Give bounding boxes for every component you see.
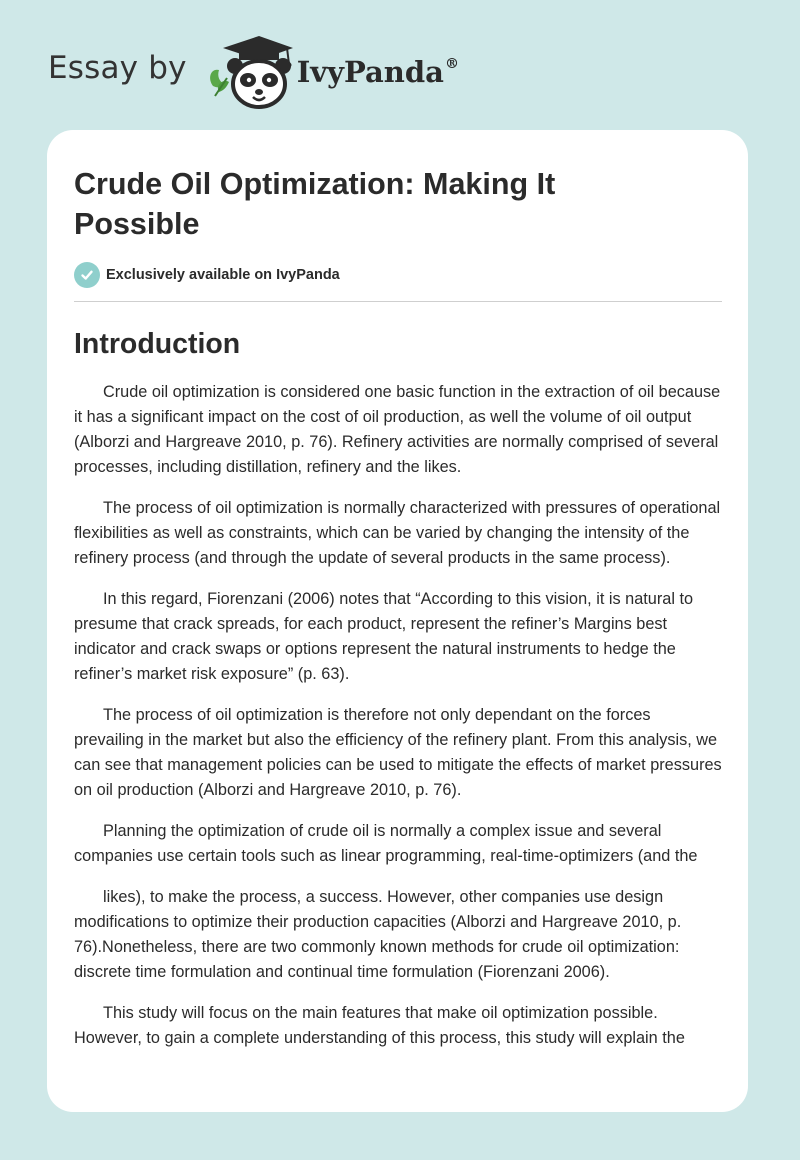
paragraph-continued: likes), to make the process, a success. However, other companies use design modifications to optimize their production capacities (Alborzi and Hargreave 2010, p. 76).Nonetheless, there are two commonly known methods for crude oil optimization: discrete time formulation and continual time formulation (Fiorenzani 2006). bbox=[74, 888, 682, 981]
paragraph: Planning the optimization of crude oil is normally a complex issue and several companies use certain tools such as linear programming, real-time-optimizers (and the bbox=[74, 822, 698, 865]
brand-name[interactable] bbox=[297, 55, 459, 89]
site-header bbox=[48, 30, 459, 110]
exclusive-badge-label: Exclusively available on IvyPanda bbox=[106, 267, 340, 283]
essay-by-label: Essay by bbox=[48, 50, 187, 86]
essay-card bbox=[47, 130, 748, 1112]
brand-name-text: IvyPanda bbox=[296, 55, 444, 89]
exclusive-badge bbox=[74, 262, 722, 288]
section-heading-introduction: Introduction bbox=[74, 328, 241, 360]
paragraph: Crude oil optimization is considered one basic function in the extraction of oil because it has a significant impact on the cost of oil production, as well the volume of oil output (Alborzi and Hargreave 2010, p. 76). Refinery activities are normally comprised of several processes, including distillation, refinery and the likes. bbox=[74, 383, 721, 476]
paragraph: This study will focus on the main features that make oil optimization possible. However, to gain a complete understanding of this process, this study will explain the bbox=[74, 1004, 685, 1047]
registered-mark: ® bbox=[444, 56, 459, 72]
panda-graduate-logo-icon[interactable] bbox=[205, 34, 295, 110]
essay-title: Crude Oil Optimization: Making It Possible bbox=[74, 167, 556, 241]
paragraph: The process of oil optimization is normally characterized with pressures of operational flexibilities as well as constraints, which can be varied by changing the intensity of the refinery process (and through the update of several products in the same process). bbox=[74, 499, 721, 567]
paragraph: In this regard, Fiorenzani (2006) notes that “According to this vision, it is natural to presume that crack spreads, for each product, represent the refiner’s Margins best indicator and crack swaps or options represent the natural instruments to hedge the refiner’s market risk exposure” (p. 63). bbox=[74, 590, 694, 683]
paragraph: The process of oil optimization is therefore not only dependant on the forces prevailing in the market but also the efficiency of the refinery plant. From this analysis, we can see that management policies can be used to mitigate the effects of market pressures on oil production (Alborzi and Hargreave 2010, p. 76). bbox=[74, 706, 722, 799]
checkmark-icon bbox=[74, 262, 100, 288]
divider bbox=[74, 301, 722, 302]
